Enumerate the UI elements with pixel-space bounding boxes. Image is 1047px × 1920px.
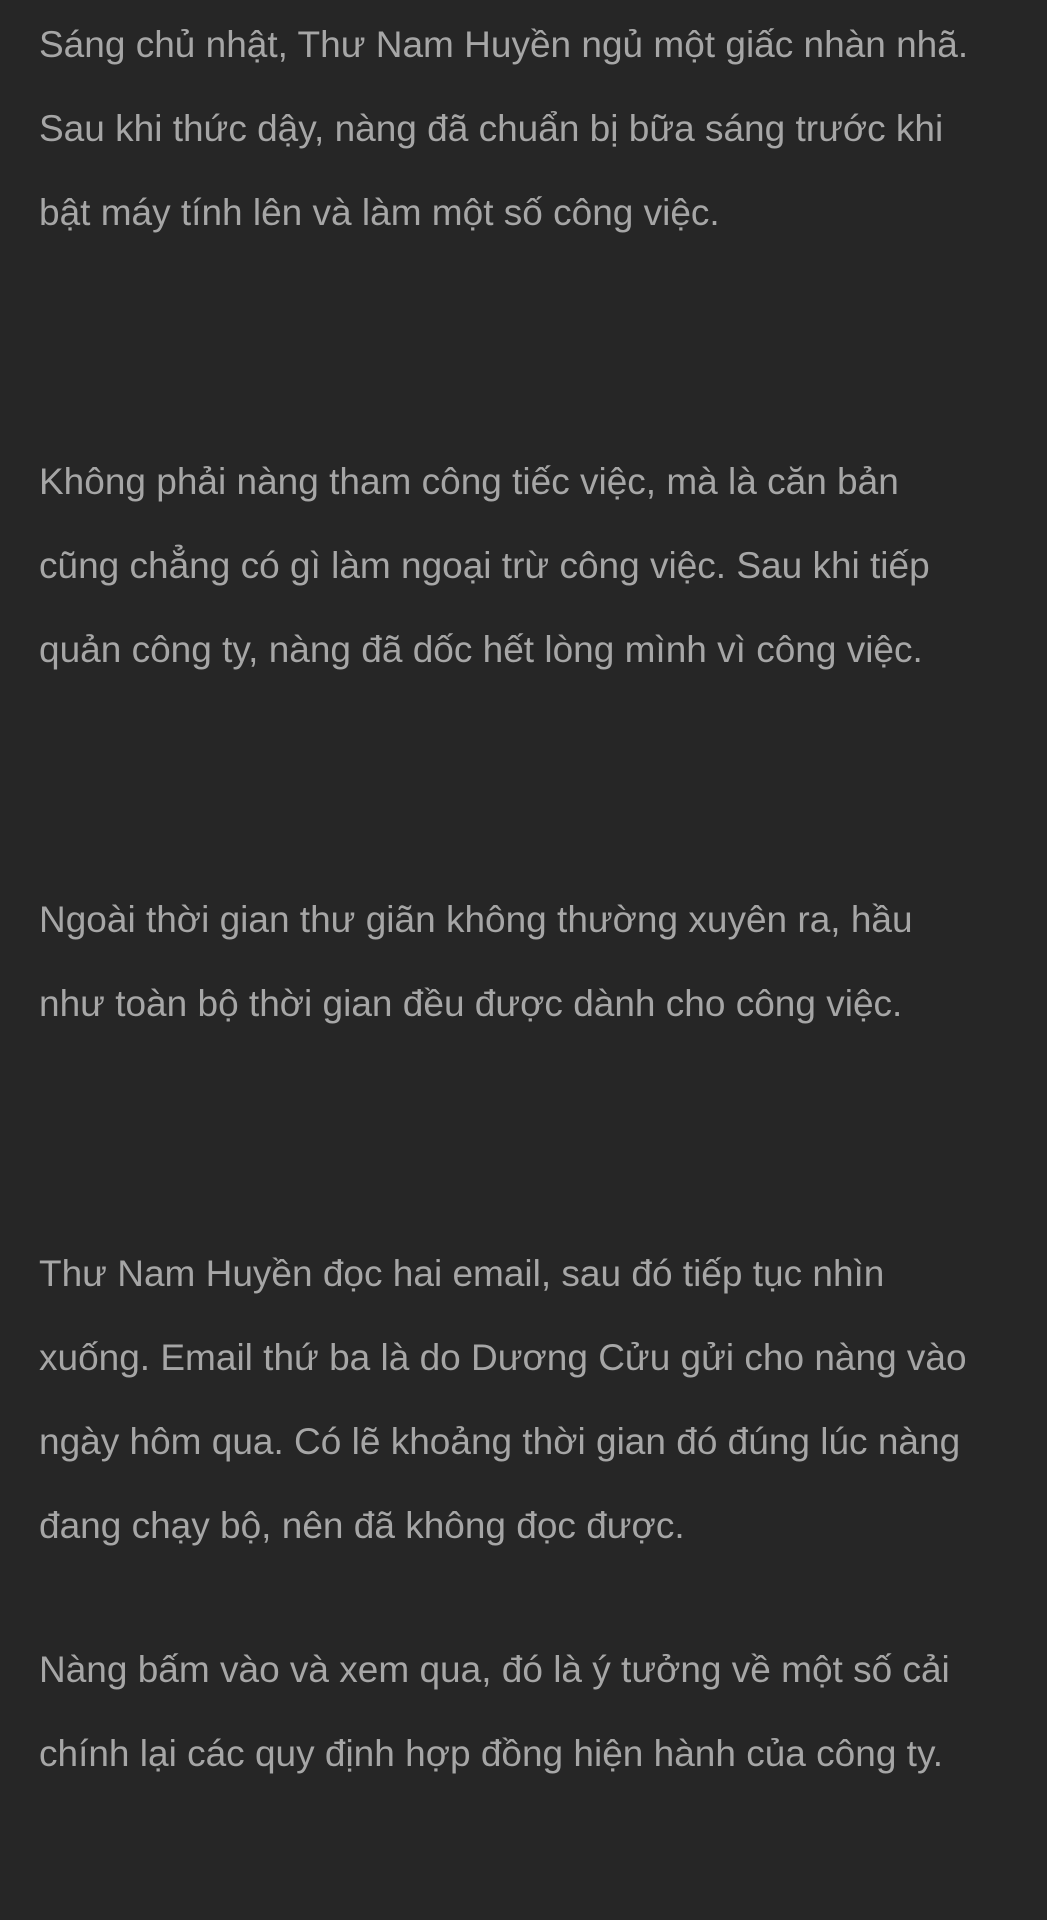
text-line: như toàn bộ thời gian đều được dành cho công việc. xyxy=(39,983,903,1024)
text-line: Thư Nam Huyền đọc hai email, sau đó tiếp tục nhìn xyxy=(39,1253,885,1294)
text-line: bật máy tính lên và làm một số công việc. xyxy=(39,192,720,233)
story-paragraph-3 xyxy=(39,878,1029,1046)
text-line: Ngoài thời gian thư giãn không thường xuyên ra, hầu xyxy=(39,899,913,940)
story-paragraph-1 xyxy=(39,3,1029,255)
text-line: cũng chẳng có gì làm ngoại trừ công việc. Sau khi tiếp xyxy=(39,545,930,586)
text-line: ngày hôm qua. Có lẽ khoảng thời gian đó đúng lúc nàng xyxy=(39,1421,961,1462)
text-line: Không phải nàng tham công tiếc việc, mà là căn bản xyxy=(39,461,899,502)
text-line: chính lại các quy định hợp đồng hiện hành của công ty. xyxy=(39,1733,943,1774)
text-line: Sáng chủ nhật, Thư Nam Huyền ngủ một giấc nhàn nhã. xyxy=(39,24,969,65)
story-paragraph-2 xyxy=(39,440,1029,692)
story-paragraph-5 xyxy=(39,1628,1029,1796)
story-paragraph-4 xyxy=(39,1232,1029,1568)
text-line: quản công ty, nàng đã dốc hết lòng mình vì công việc. xyxy=(39,629,923,670)
text-line: đang chạy bộ, nên đã không đọc được. xyxy=(39,1505,685,1546)
text-line: Nàng bấm vào và xem qua, đó là ý tưởng về một số cải xyxy=(39,1649,950,1690)
text-line: xuống. Email thứ ba là do Dương Cửu gửi cho nàng vào xyxy=(39,1337,967,1378)
text-line: Sau khi thức dậy, nàng đã chuẩn bị bữa sáng trước khi xyxy=(39,108,944,149)
